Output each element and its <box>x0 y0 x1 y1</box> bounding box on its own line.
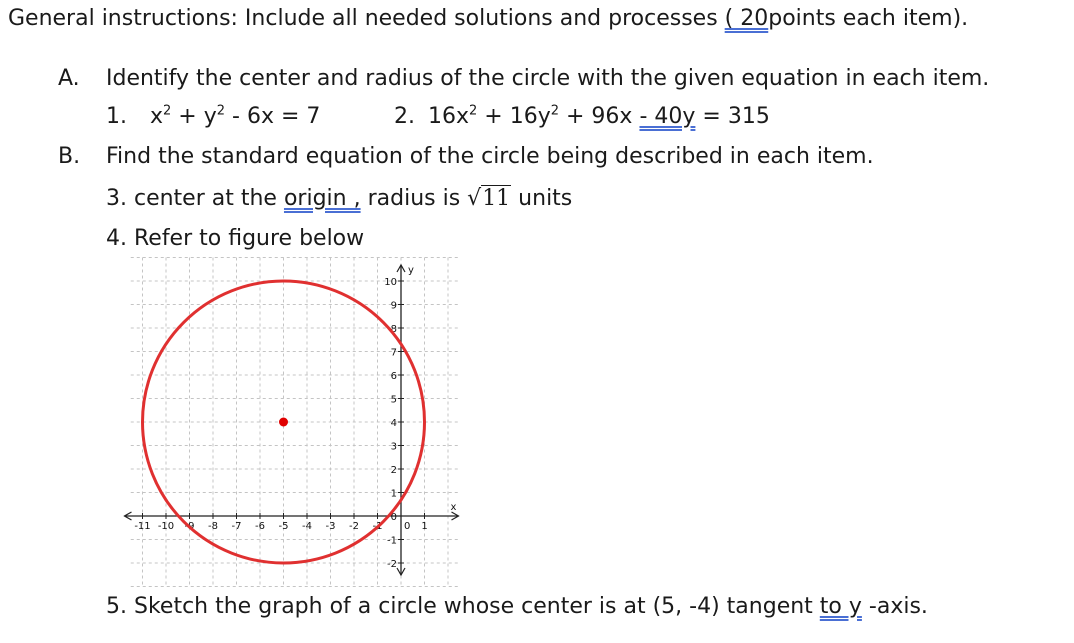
part-a-text: Identify the center and radius of the circle with the given equation in each item. <box>106 66 990 91</box>
x-tick-label: 0 <box>404 521 411 532</box>
item-5-before: 5. Sketch the graph of a circle whose center is at (5, -4) tangent <box>106 594 820 619</box>
y-tick-label: 0 <box>390 512 397 523</box>
instructions-points-text: points each item). <box>768 6 969 31</box>
y-tick-label: 10 <box>384 277 397 288</box>
instructions-points-underlined: ( 20 <box>724 6 769 31</box>
item-2-term-y: + 16y <box>477 104 551 129</box>
x-tick-label: -9 <box>184 521 195 532</box>
y-tick-label: -2 <box>387 559 397 570</box>
item-1-term-y: + y <box>171 104 217 129</box>
x-tick-label: -5 <box>278 521 289 532</box>
item-1-term-x: x <box>150 104 164 129</box>
x-tick-label: -8 <box>208 521 218 532</box>
item-1-exp-x: 2 <box>163 103 172 119</box>
y-tick-label: 4 <box>390 418 397 429</box>
x-tick-label: 1 <box>421 521 428 532</box>
sqrt-radicand: 11 <box>482 186 511 211</box>
y-tick-label: 8 <box>390 324 397 335</box>
x-tick-label: -1 <box>372 521 383 532</box>
part-a-letter: A. <box>58 66 80 91</box>
item-2-exp-y: 2 <box>550 103 560 119</box>
item-5-after: -axis. <box>861 594 928 619</box>
y-tick-label: 5 <box>390 394 397 406</box>
y-tick-label: 6 <box>390 371 397 382</box>
item-2-exp-x: 2 <box>469 103 478 119</box>
item-1-number: 1. <box>106 104 127 129</box>
part-b-letter: B. <box>58 144 81 169</box>
x-tick-label: -3 <box>325 521 336 532</box>
sqrt-symbol: √ <box>467 186 482 211</box>
y-tick-label: 9 <box>390 300 397 312</box>
item-2-number: 2. <box>394 104 415 129</box>
x-axis-label: x <box>450 502 457 513</box>
item-5-text <box>106 594 928 620</box>
item-3-middle: radius is <box>360 186 468 211</box>
item-1-exp-y: 2 <box>216 103 226 119</box>
item-4-text: 4. Refer to figure below <box>106 226 365 251</box>
y-tick-label: 7 <box>390 347 397 359</box>
x-tick-label: -10 <box>157 521 175 532</box>
x-tick-label: -7 <box>231 521 242 532</box>
item-1-rest: - 6x = 7 <box>225 104 321 129</box>
instructions-text: General instructions: Include all needed solutions and processes <box>8 6 725 31</box>
y-tick-label: 1 <box>390 488 397 500</box>
item-3-after: units <box>511 186 573 211</box>
center-point <box>279 418 288 427</box>
x-tick-label: -11 <box>134 521 151 532</box>
y-tick-label: -1 <box>387 535 397 547</box>
y-axis-label: y <box>408 265 414 276</box>
item-5-underlined: to y <box>819 594 862 619</box>
x-tick-label: -4 <box>302 521 312 532</box>
item-3-underlined: origin , <box>283 186 361 211</box>
item-2-rest: = 315 <box>695 104 770 129</box>
item-2-term-96x: + 96x <box>559 104 640 129</box>
part-b-text: Find the standard equation of the circle being described in each item. <box>106 144 874 169</box>
x-tick-label: -6 <box>255 521 265 532</box>
x-tick-label: -2 <box>349 521 359 532</box>
item-2-underlined-term: - 40y <box>639 104 696 129</box>
item-2-term-x: 16x <box>428 104 470 129</box>
item-3-before: 3. center at the <box>106 186 284 211</box>
y-tick-label: 2 <box>390 465 397 476</box>
y-tick-label: 3 <box>390 441 397 453</box>
